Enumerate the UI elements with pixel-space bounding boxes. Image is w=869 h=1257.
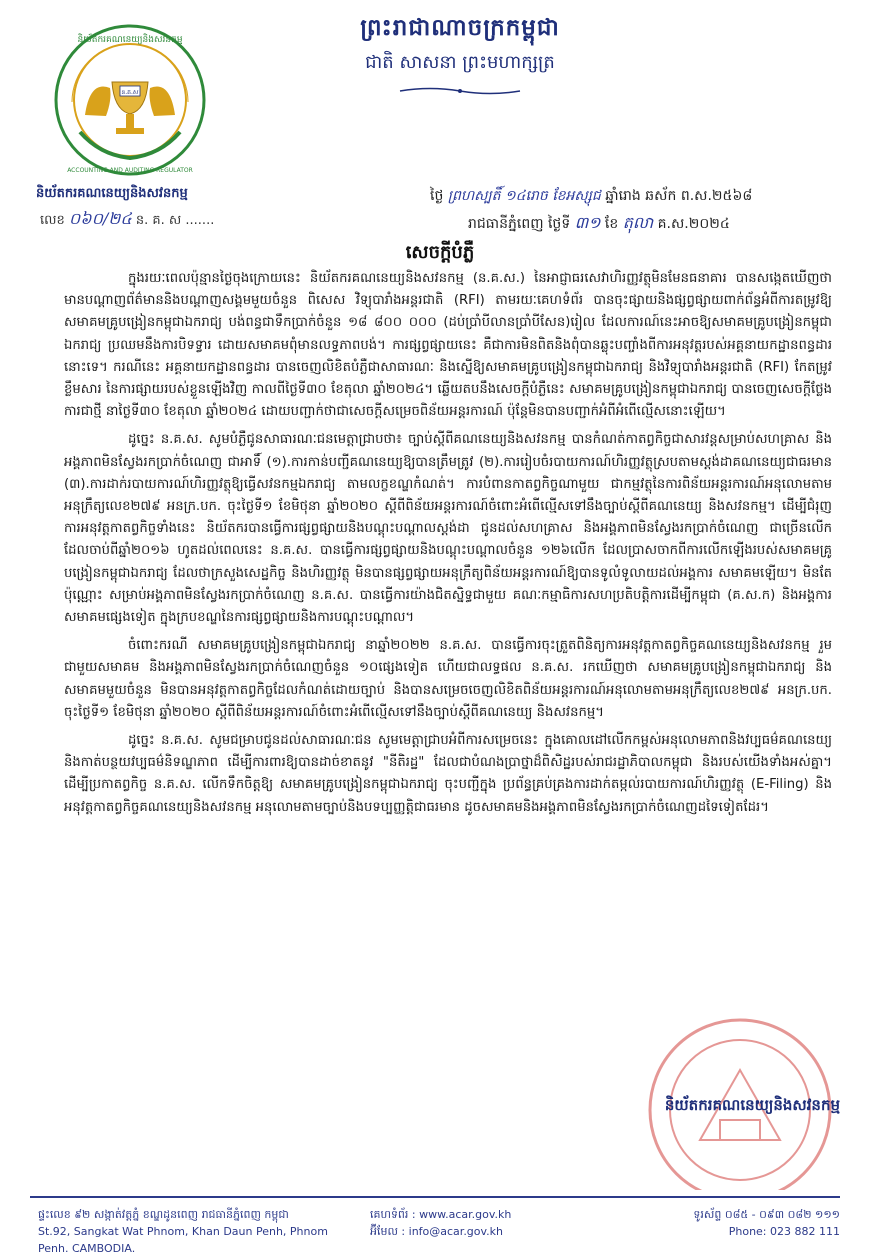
solar-date-day: ៣១	[574, 213, 601, 232]
phone-label: Phone:	[728, 1225, 767, 1238]
motto-ornament	[395, 86, 525, 96]
phone-number: 023 882 111	[770, 1225, 840, 1238]
ref-prefix: លេខ	[40, 213, 65, 228]
acar-logo	[40, 20, 220, 180]
footer-web	[370, 1206, 600, 1240]
website-label: គេហទំព័រ :	[370, 1208, 416, 1221]
document-body	[64, 268, 832, 825]
logo-ring-bottom: ACCOUNTING AND AUDITING REGULATOR	[67, 167, 193, 174]
paragraph-4: ដូច្នេះ ន.គ.ស. សូមជម្រាបជូនដល់សាធារណៈជន សូមមេត្តាជ្រាបអំពីការសម្រេចនេះ ក្នុងគោលដៅលើកកម្ពស់អនុលោមភាពនិងវប្បធម៌គណនេយ្យ និងកាត់បន្ថយវប្បធម៌និទណ្ឌភាព ដើម្បីការពារឱ្យបានដាច់ខាតនូវ "នីតិរដ្ឋ" ដែលជាបំណងប្រាថ្នាដ៏ពិសិដ្ឋរបស់រាជរដ្ឋាភិបាលកម្ពុជា និងរបស់យើងទាំងអស់គ្នា។ ដើម្បីប្រកាតព្វកិច្ច ន.គ.ស. លើកទឹកចិត្តឱ្យ សមាគមគ្រូបង្រៀនកម្ពុជាឯករាជ្យ ចុះបញ្ជីក្នុង ប្រព័ន្ធគ្រប់គ្រងការដាក់តម្កល់របាយការណ៍ហិរញ្ញវត្ថុ (E-Filing) និងអនុវត្តកាតព្វកិច្ចគណនេយ្យនិងសវនកម្ម អនុលោមតាមច្បាប់និងបទប្បញ្ញត្តិជាធរមាន ដូចសមាគមនិងអង្គភាពមិនស្វែងរកប្រាក់ចំណេញដទៃទៀតដែរ។	[64, 733, 832, 815]
lunar-date	[430, 186, 840, 207]
paragraph-2: ដូច្នេះ ន.គ.ស. សូមបំភ្លឺជូនសាធារណៈជនមេត្តាជ្រាបថា៖ ច្បាប់ស្ដីពីគណនេយ្យនិងសវនកម្ម បានកំណត់កាតព្វកិច្ចជាសារវន្តសម្រាប់សហគ្រាស និងអង្គភាពមិនស្វែងរកប្រាក់ចំណេញ ជាអាទិ៍ (១).ការកាន់បញ្ជីគណនេយ្យឱ្យបានត្រឹមត្រូវ (២).ការរៀបចំរបាយការណ៍ហិរញ្ញវត្ថុស្របតាមស្តង់ដាគណនេយ្យជាធរមាន (៣).ការដាក់របាយការណ៍ហិរញ្ញវត្ថុឱ្យធ្វើសវនកម្មឯករាជ្យ តាមលក្ខខណ្ឌកំណត់។ ការបំពានកាតព្វកិច្ចណាមួយ ជាកម្មវត្ថុនៃការពិន័យអន្តរការណ៍អនុលោមតាម អនុក្រឹត្យលេខ២៧៩ អនក្រ.បក. ចុះថ្ងៃទី១ ខែមិថុនា ឆ្នាំ២០២០ ស្ដីពីពិន័យអន្តរការណ៍ចំពោះអំពើល្មើសទៅនឹងច្បាប់ស្ដីពីគណនេយ្យ និងសវនកម្ម។ ដើម្បីជំរុញការអនុវត្តកាតព្វកិច្ចទាំងនេះ និយ័តករបានធ្វើការផ្សព្វផ្សាយនិងបណ្ដុះបណ្ដាលស្តង់ដា ជូនដល់សហគ្រាស និងអង្គភាពមិនស្វែងរកប្រាក់ចំណេញ ជាច្រើនលើក ដែលចាប់ពីឆ្នាំ២០១៦ ហូតដល់ពេលនេះ ន.គ.ស. បានធ្វើការផ្សព្វផ្សាយនិងបណ្ដុះបណ្ដាលចំនួន ១២៦លើក ដែលប្រាសចាកពីការលើកឡើងរបស់សមាគមគ្រូបង្រៀនកម្ពុជាឯករាជ្យ ដែលថាក្រសួងសេដ្ឋកិច្ច និងហិរញ្ញវត្ថុ មិនបានផ្សព្វផ្សាយអនុក្រឹត្យពិន័យអន្តរការណ៍ឱ្យបានទូលំទូលាយដល់អង្គការ សមាគមឡើយ។ មិនតែប៉ុណ្ណោះ សម្រាប់អង្គភាពមិនស្វែងរកប្រាក់ចំណេញ ន.គ.ស. បានធ្វើការយ៉ាងជិតស្និទ្ធជាមួយ គណៈកម្មាធិការសហប្រតិបត្តិការដើម្បីកម្ពុជា (គ.ស.ក) និងអង្គការ សមាគមផ្សេងទៀត ក្នុងក្របខណ្ឌនៃការផ្សព្វផ្សាយនិងការបណ្ដុះបណ្ដាល។	[64, 432, 832, 626]
paragraph-1: ក្នុងរយៈពេលប៉ុន្មានថ្ងៃចុងក្រោយនេះ និយ័តករគណនេយ្យនិងសវនកម្ម (ន.គ.ស.) នៃអាជ្ញាធរសេវាហិរញ្ញវត្ថុមិនមែនធនាគារ បានសង្កេតឃើញថា មានបណ្ដាញព័ត៌មាននិងបណ្ដាញសង្គមមួយចំនួន ពិសេស វិទ្យុបារាំងអន្តរជាតិ (RFI) តាមរយៈគេហទំព័រ បានចុះផ្សាយនិងផ្សព្វផ្សាយពាក់ព័ន្ធអំពីការតម្រូវឱ្យ សមាគមគ្រូបង្រៀនកម្ពុជាឯករាជ្យ បង់ពន្ធជាទឹកប្រាក់ចំនួន ១៨ ៨០០ ០០០ (ដប់ប្រាំបីលានប្រាំបីសែន)រៀល ដែលការណ៍នេះអាចឱ្យសមាគមគ្រូបង្រៀនកម្ពុជាឯករាជ្យ ប្រឈមនឹងការបិទទ្វារ ដោយសមាគមពុំមានលទ្ធភាពបង់។ ការផ្សព្វផ្សាយនេះ គឺជាការមិនពិតនិងពុំបានឆ្លុះបញ្ចាំងពីការអនុវត្តរបស់អគ្គនាយកដ្ឋានពន្ធដារនោះទេ។ ករណីនេះ អគ្គនាយកដ្ឋានពន្ធដារ បានចេញលិខិតបំភ្លឺជាសាធារណៈ និងស្នើឱ្យសមាគមគ្រូបង្រៀនកម្ពុជាឯករាជ្យ និងវិទ្យុបារាំងអន្តរជាតិ (RFI) កែតម្រូវខ្លឹមសារ នៃការផ្សាយរបស់ខ្លួនឡើងវិញ កាលពីថ្ងៃទី៣០ ខែតុលា ឆ្នាំ២០២៤។ ឆ្លើយតបនឹងសេចក្ដីបំភ្លឺនេះ សមាគមគ្រូបង្រៀនកម្ពុជាឯករាជ្យ បានចេញសេចក្ដីថ្លែងការជាថ្មី នាថ្ងៃទី៣០ ខែតុលា ឆ្នាំ២០២៤ ដោយបញ្ជាក់ថាជាសេចក្ដីសម្រេចពិន័យអន្តរការណ៍ ប៉ុន្តែមិនបានបញ្ជាក់អំពីអំពើល្មើសនោះឡើយ។	[64, 271, 832, 420]
org-name: និយ័តករគណនេយ្យនិងសវនកម្ម	[36, 186, 188, 201]
footer-address-km: ផ្ទះលេខ ៩២ សង្កាត់វត្តភ្នំ ខណ្ឌដូនពេញ រាជធានីភ្នំពេញ កម្ពុជា	[38, 1208, 289, 1221]
solar-date-suffix: គ.ស.២០២៤	[657, 216, 730, 232]
solar-date	[468, 212, 848, 236]
signature-org: និយ័តករគណនេយ្យនិងសវនកម្ម	[664, 1096, 840, 1114]
national-motto: ជាតិ សាសនា ព្រះមហាក្សត្រ	[365, 52, 555, 73]
email-label: អ៊ីមែល :	[370, 1225, 406, 1238]
website-link[interactable]: www.acar.gov.kh	[419, 1208, 512, 1221]
logo-ring-top: និយ័តករគណនេយ្យនិងសវនកម្ម	[77, 35, 183, 45]
lunar-date-prefix: ថ្ងៃ	[430, 188, 444, 204]
solar-date-month: តុលា	[622, 213, 654, 232]
footer-address	[38, 1206, 348, 1257]
letterhead-footer	[30, 1196, 840, 1255]
solar-date-month-label: ខែ	[604, 216, 619, 232]
lunar-date-suffix: ឆ្នាំរោង ឆស័ក ព.ស.២៥៦៨	[605, 188, 753, 204]
reference-number	[40, 208, 214, 232]
email-link[interactable]: info@acar.gov.kh	[408, 1225, 504, 1238]
kingdom-title: ព្រះរាជាណាចក្រកម្ពុជា	[360, 15, 560, 41]
footer-address-en: St.92, Sangkat Wat Phnom, Khan Daun Penh, Phnom Penh. CAMBODIA.	[38, 1225, 328, 1255]
solar-date-prefix: រាជធានីភ្នំពេញ ថ្ងៃទី	[468, 216, 571, 232]
document-title: សេចក្ដីបំភ្លឺ	[405, 242, 475, 263]
ref-number: ០៦០/២៤	[68, 209, 132, 228]
lunar-date-handwritten: ព្រហស្បតិ៍ ១៤រោច ខែអស្សុជ	[447, 188, 601, 204]
ref-suffix: ន. គ. ស .......	[135, 213, 215, 228]
logo-center-text: ន.គ.ស	[121, 89, 139, 96]
phone-km: ទូរស័ព្ទ ០៨៥ - ០៩៣ ០៨២ ១១១	[693, 1208, 840, 1221]
paragraph-3: ចំពោះករណី សមាគមគ្រូបង្រៀនកម្ពុជាឯករាជ្យ នាឆ្នាំ២០២២ ន.គ.ស. បានធ្វើការចុះត្រួតពិនិត្យការអនុវត្តកាតព្វកិច្ចគណនេយ្យនិងសវនកម្ម រួមជាមួយសមាគម និងអង្គភាពមិនស្វែងរកប្រាក់ចំណេញចំនួន ១០ផ្សេងទៀត ហើយជាលទ្ធផល ន.គ.ស. រកឃើញថា សមាគមគ្រូបង្រៀនកម្ពុជាឯករាជ្យ និងសមាគមមួយចំនួន មិនបានអនុវត្តកាតព្វកិច្ចដែលកំណត់ដោយច្បាប់ និងបានសម្រេចចេញលិខិតពិន័យអន្តរការណ៍អនុលោមតាមអនុក្រឹត្យលេខ២៧៩ អនក្រ.បក. ចុះថ្ងៃទី១ ខែមិថុនា ឆ្នាំ២០២០ ស្ដីពីពិន័យអន្តរការណ៍ចំពោះអំពើល្មើសទៅនឹងច្បាប់ស្ដីពីគណនេយ្យ និងសវនកម្ម។	[64, 638, 832, 720]
footer-phone	[630, 1206, 840, 1240]
